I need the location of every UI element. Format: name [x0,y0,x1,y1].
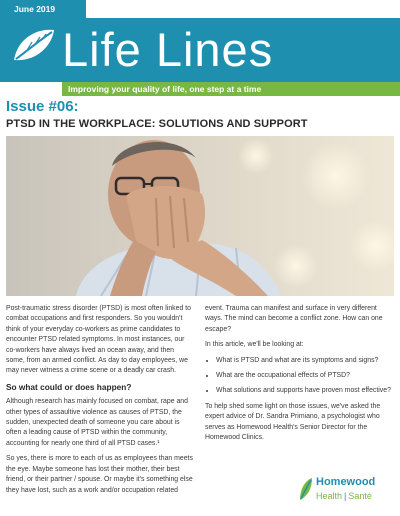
body-paragraph: Although research has mainly focused on combat, rape and other types of assaultive violence as causes of PTSD, the sudden, unexpected death of someone you care about is often a leading cause of PTSD within the community, accounting for nearly one third of all PTSD cases.¹ [6,398,188,447]
body-paragraph: event. Trauma can manifest and surface in very different ways. The mind can become a conflict zone. How can one escape? [205,305,383,333]
homewood-logo [298,470,392,510]
newsletter-title: Life Lines [62,23,274,76]
brand-subtitle [316,491,372,501]
brand-sub-left: Health [316,491,343,501]
article-right-column [205,304,393,448]
issue-date-badge: June 2019 [0,0,86,18]
masthead [0,18,400,82]
body-paragraph: So yes, there is more to each of us as employees than meets the eye. Maybe someone has lost their mother, their best friend, or their partner / spouse. Or maybe it's something else they have lost, such as a work and/or occupation related [6,455,193,494]
body-paragraph: To help shed some light on those issues, we've asked the expert advice of Dr. Sandra Primiano, a psychologist who serves as Homewood Health's Senior Director for the Homewood Clinics. [205,402,381,442]
intro-paragraph: Post-traumatic stress disorder (PTSD) is most often linked to combat occupations and first responders. So you wouldn't think of your everyday co-workers as prime candidates to encounter PTSD related symptoms. In most instances, our co-workers have always lived an ocean away, and then some, from an armed conflict. As day to day employees, we may never witness a crime scene or a deadly car crash. [6,305,191,375]
list-item: • What solutions and supports have proven most effective? [216,386,393,396]
tagline: Improving your quality of life, one step at a time [62,82,400,96]
list-intro: In this article, we'll be looking at: [205,341,304,349]
list-item: • What is PTSD and what are its symptoms and signs? [216,356,393,366]
issue-number: Issue #06: [6,98,79,115]
man-rubbing-eyes-photo [6,136,394,296]
brand-name: Homewood [316,476,376,488]
brand-sub-right: Santé [348,491,372,501]
article-headline: PTSD IN THE WORKPLACE: SOLUTIONS AND SUPPORT [6,118,308,130]
hero-photo [6,136,394,296]
article-left-column [6,304,194,501]
topics-list [205,356,393,397]
section-heading: So what could or does happen? [6,381,132,392]
leaf-icon [10,24,58,68]
list-item: • What are the occupational effects of PTSD? [216,371,393,381]
homewood-leaf-logo-icon [298,476,314,502]
brand-separator: | [344,491,347,501]
